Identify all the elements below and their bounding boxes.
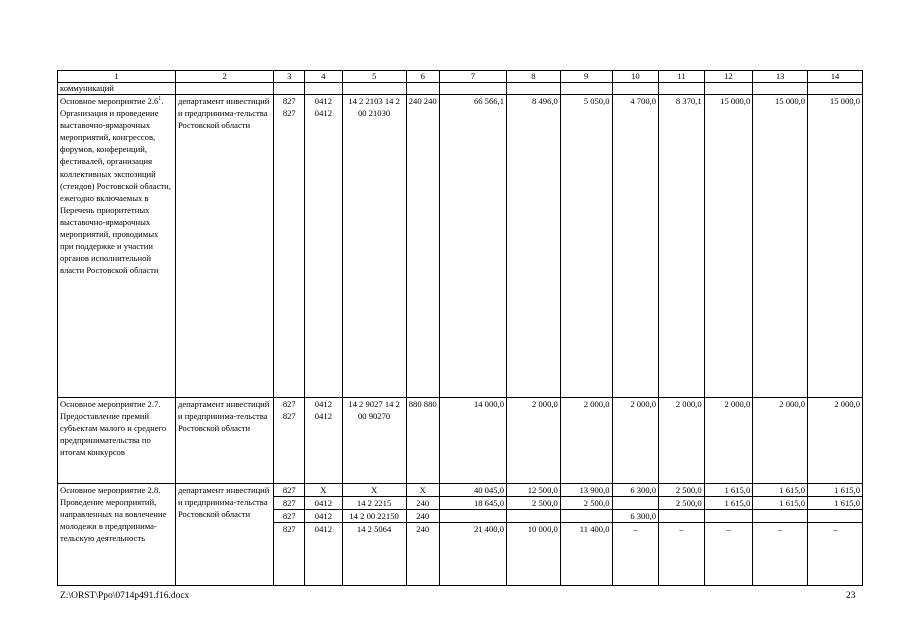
cell-vr: X [406, 484, 439, 497]
cell-csr: 14 2 2215 [342, 497, 406, 510]
cell-year: 13 900,0 [560, 484, 612, 497]
table-row-activity-2-7 [58, 398, 863, 484]
table-row-activity-2-8 [58, 484, 863, 497]
cell-grbs: 827 [274, 523, 305, 586]
cell-year: 2 000,0 [659, 398, 705, 484]
cell-year: 2 000,0 [808, 398, 863, 484]
cell-year: – [704, 523, 753, 586]
cell-year: 12 500,0 [507, 484, 561, 497]
cell-year: 2 500,0 [659, 497, 705, 510]
column-number: 2 [175, 71, 273, 83]
executor-cell: департамент инвестиций и предпринима-тельства Ростовской области [175, 95, 273, 398]
activity-title: Основное мероприятие $2.6^1$. Организация и проведение выставочно-ярмарочных мероприятий, конгрессов, форумов, конференций, фестивалей, организация коллективных экспозиций (стендов) Ростовской области, ежегодно включаемых в Перечень приоритетных выставочно-ярмарочных мероприятий, проводимых при поддержке и участии органов исполнительной власти Ростовской области [58, 95, 176, 398]
cell-csr: 14 2 9027 14 2 00 90270 [342, 398, 406, 484]
table-row-activity-2-6 [58, 95, 863, 398]
cell-rzpr: 0412 0412 [305, 95, 342, 398]
cell-vr: 240 [406, 523, 439, 586]
column-number: 13 [753, 71, 808, 83]
cell-year: 2 500,0 [560, 497, 612, 510]
cell-year: 15 000,0 [704, 95, 753, 398]
cell-year [753, 510, 808, 523]
column-number: 3 [274, 71, 305, 83]
column-number: 10 [612, 71, 659, 83]
cell-year: 2 000,0 [753, 398, 808, 484]
column-number-row [58, 71, 863, 83]
executor-cell: департамент инвестиций и предпринима-тельства Ростовской области [175, 398, 273, 484]
cell-year: 10 000,0 [507, 523, 561, 586]
cell-year: 1 615,0 [753, 497, 808, 510]
cell-year: – [753, 523, 808, 586]
column-number: 11 [659, 71, 705, 83]
activity-title: Основное мероприятие 2.7. Предоставление премий субъектам малого и среднего предпринимательства по итогам конкурсов [58, 398, 176, 484]
cell-grbs: 827 [274, 497, 305, 510]
cell-year: 8 496,0 [507, 95, 561, 398]
cell-year: 1 615,0 [808, 484, 863, 497]
column-number: 1 [58, 71, 176, 83]
footnote-mark: 1 [158, 96, 162, 103]
cell-grbs: 827 827 [274, 95, 305, 398]
cell-vr: 240 [406, 497, 439, 510]
cell-year: 1 615,0 [808, 497, 863, 510]
cell-rzpr: 0412 [305, 510, 342, 523]
cell-csr: 14 2 2103 14 2 00 21030 [342, 95, 406, 398]
cell-total [439, 510, 506, 523]
cell-year: 4 700,0 [612, 95, 659, 398]
cell-year: – [808, 523, 863, 586]
cell-year: 8 370,1 [659, 95, 705, 398]
cell-year [612, 497, 659, 510]
cell-csr: X [342, 484, 406, 497]
cell-year: 11 400,0 [560, 523, 612, 586]
cell-total: 40 045,0 [439, 484, 506, 497]
footer-file-path: Z:\ORST\Ppo\0714p491.f16.docx [60, 591, 190, 601]
cell-year [704, 510, 753, 523]
cell-grbs: 827 [274, 484, 305, 497]
cell-year: 1 615,0 [704, 497, 753, 510]
cell-year: 6 300,0 [612, 484, 659, 497]
cell-year [560, 510, 612, 523]
cell-year: 1 615,0 [704, 484, 753, 497]
cell-total: 21 400,0 [439, 523, 506, 586]
cell-year: 2 000,0 [507, 398, 561, 484]
cell-year: 6 300,0 [612, 510, 659, 523]
activity-title: Основное мероприятие 2.8. Проведение мероприятий, направленных на вовлечение молодежи в предпринима-тельскую деятельность [58, 484, 176, 586]
executor-cell: департамент инвестиций и предпринима-тельства Ростовской области [175, 484, 273, 586]
cell-year: – [659, 523, 705, 586]
continuation-row [58, 83, 863, 95]
page-number: 23 [846, 591, 856, 601]
cell-grbs: 827 827 [274, 398, 305, 484]
column-number: 5 [342, 71, 406, 83]
cell-year [659, 510, 705, 523]
cell-rzpr: 0412 [305, 523, 342, 586]
cell-year: 2 500,0 [659, 484, 705, 497]
column-number: 4 [305, 71, 342, 83]
cell-grbs: 827 [274, 510, 305, 523]
cell-year [808, 510, 863, 523]
cell-year: 2 000,0 [612, 398, 659, 484]
column-number: 6 [406, 71, 439, 83]
program-table [57, 70, 863, 586]
cell-vr: 240 240 [406, 95, 439, 398]
column-number: 7 [439, 71, 506, 83]
cell-total: 66 566,1 [439, 95, 506, 398]
cell-year: 15 000,0 [753, 95, 808, 398]
column-number: 12 [704, 71, 753, 83]
cell-total: 14 000,0 [439, 398, 506, 484]
cell-rzpr: X [305, 484, 342, 497]
column-number: 8 [507, 71, 561, 83]
cell-year: 2 500,0 [507, 497, 561, 510]
cell-vr: 880 880 [406, 398, 439, 484]
cell-year [507, 510, 561, 523]
cell-year: 2 000,0 [560, 398, 612, 484]
cell-csr: 14 2 5064 [342, 523, 406, 586]
cell-rzpr: 0412 0412 [305, 398, 342, 484]
cell-total: 18 645,0 [439, 497, 506, 510]
cell-rzpr: 0412 [305, 497, 342, 510]
cell-year: 15 000,0 [808, 95, 863, 398]
cell-vr: 240 [406, 510, 439, 523]
column-number: 14 [808, 71, 863, 83]
cell-csr: 14 2 00 22150 [342, 510, 406, 523]
cell-year: 1 615,0 [753, 484, 808, 497]
cell-year: 2 000,0 [704, 398, 753, 484]
column-number: 9 [560, 71, 612, 83]
continuation-text: коммуникаций [58, 83, 176, 95]
cell-year: – [612, 523, 659, 586]
cell-year: 5 050,0 [560, 95, 612, 398]
